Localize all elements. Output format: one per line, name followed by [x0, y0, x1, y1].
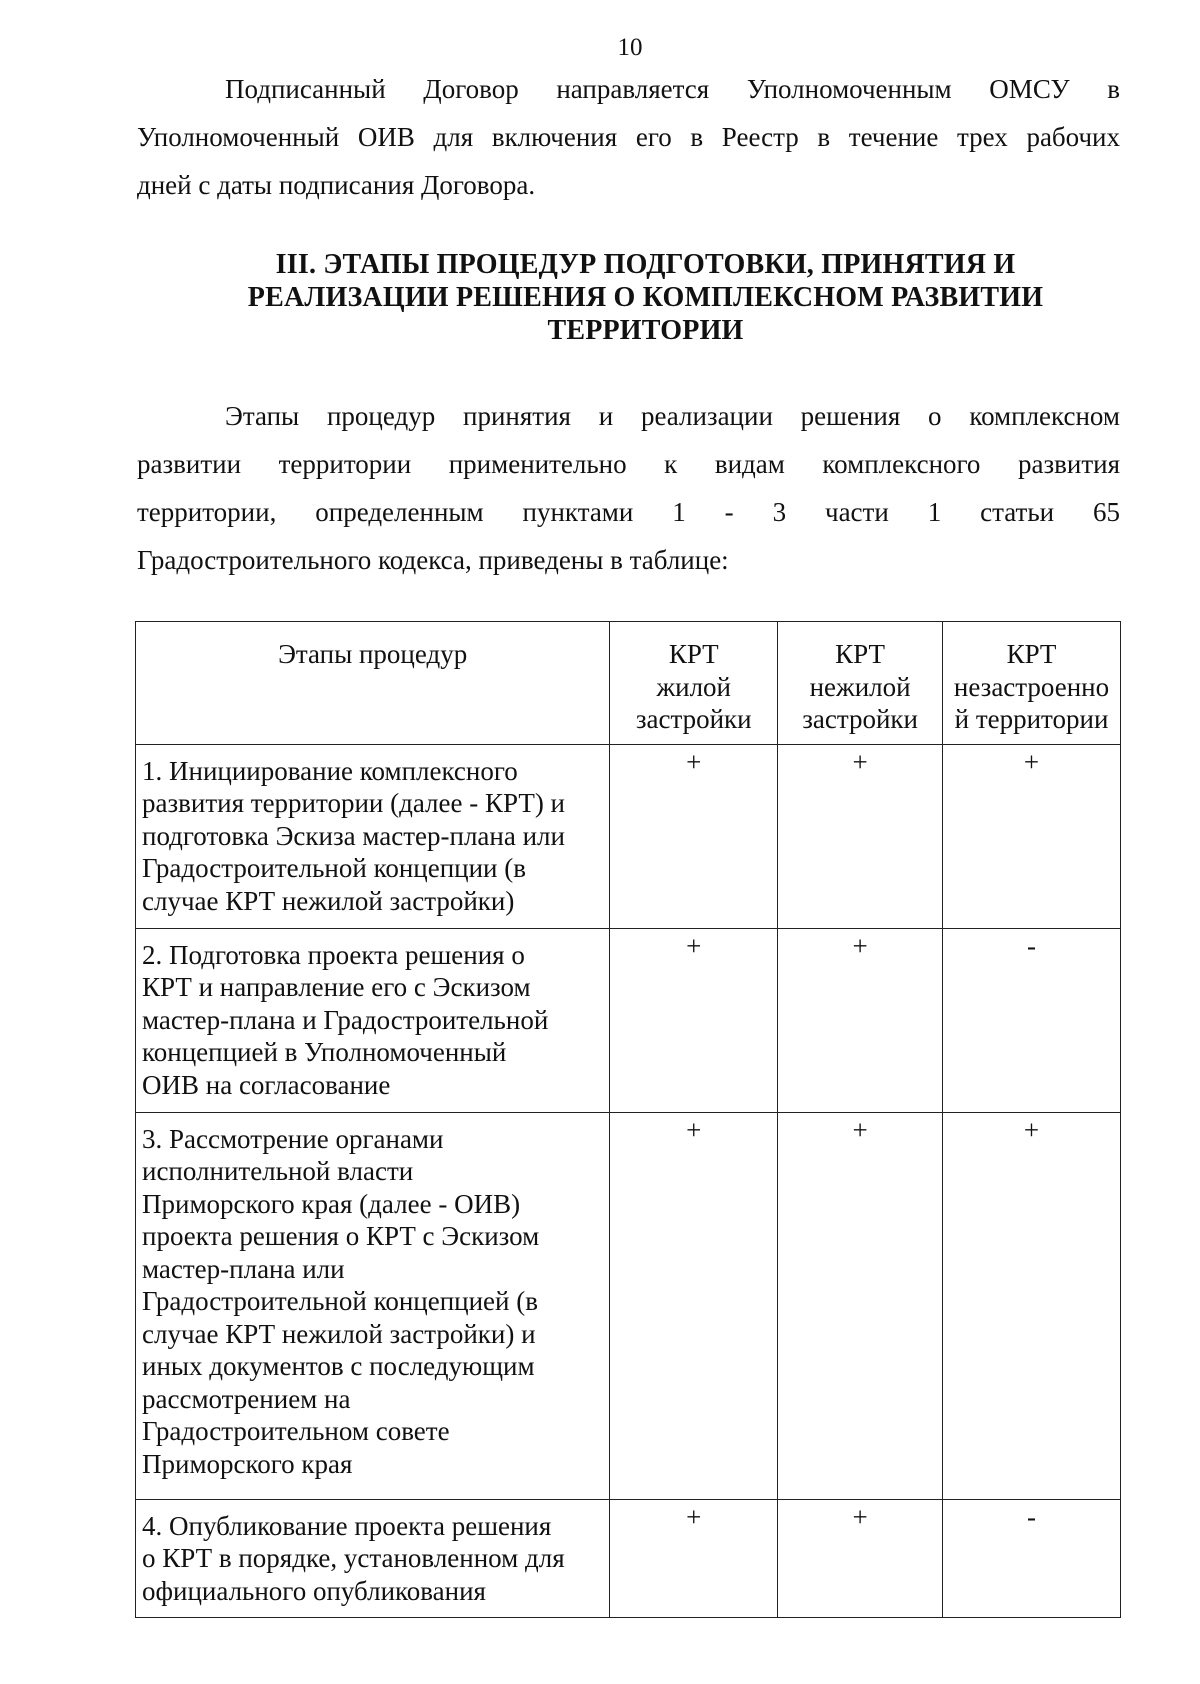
stage-line: мастер-плана или — [142, 1253, 345, 1284]
table-row — [136, 1112, 1121, 1499]
stage-line: случае КРТ нежилой застройки) и — [142, 1318, 536, 1349]
stage-line: официального опубликования — [142, 1575, 486, 1606]
stage-cell — [136, 928, 610, 1112]
header-residential — [610, 622, 778, 745]
section-heading — [137, 248, 1120, 347]
mark-nonresidential: + — [778, 1112, 943, 1499]
heading-line: РЕАЛИЗАЦИИ РЕШЕНИЯ О КОМПЛЕКСНОМ РАЗВИТИИ — [247, 282, 1044, 313]
paragraph-stages-intro — [137, 392, 1120, 584]
table-header-row — [136, 622, 1121, 745]
stage-cell — [136, 1112, 610, 1499]
stage-line: случае КРТ нежилой застройки) — [142, 885, 515, 916]
header-line: нежилой — [809, 671, 911, 702]
header-line: жилой — [656, 671, 731, 702]
stage-cell — [136, 744, 610, 928]
stage-line: Приморского края (далее - ОИВ) — [142, 1188, 521, 1219]
paragraph-contract-signed — [137, 65, 1120, 209]
mark-residential: + — [610, 1112, 778, 1499]
stage-line: 2. Подготовка проекта решения о — [142, 939, 525, 970]
page-number: 10 — [617, 34, 643, 61]
header-line: КРТ — [1006, 639, 1057, 669]
table-row — [136, 744, 1121, 928]
stage-line: исполнительной власти — [142, 1156, 414, 1186]
mark-undeveloped: + — [943, 744, 1121, 928]
mark-undeveloped: + — [943, 1112, 1121, 1499]
stage-line: мастер-плана и Градостроительной — [142, 1004, 549, 1035]
header-nonresidential — [778, 622, 943, 745]
mark-undeveloped: - — [943, 928, 1121, 1112]
mark-nonresidential: + — [778, 928, 943, 1112]
table-row — [136, 928, 1121, 1112]
stage-line: концепцией в Уполномоченный — [142, 1037, 507, 1067]
stage-line: иных документов с последующим — [142, 1351, 535, 1381]
header-line: КРТ — [668, 639, 719, 669]
header-line: застройки — [635, 704, 752, 734]
stage-line: 1. Инициирование комплексного — [142, 755, 518, 786]
stage-line: Приморского края — [142, 1448, 353, 1479]
paragraph-line: Градостроительного кодекса, приведены в таблице: — [137, 545, 729, 575]
stage-line: подготовка Эскиза мастер-плана или — [142, 820, 565, 851]
stage-line: Градостроительном совете — [142, 1416, 450, 1446]
mark-nonresidential: + — [778, 744, 943, 928]
paragraph-line: дней с даты подписания Договора. — [137, 170, 536, 200]
stage-line: 4. Опубликование проекта решения — [142, 1510, 552, 1541]
paragraph-line: Этапы процедур принятия и реализации решения о комплексном — [225, 401, 1120, 431]
stage-line: Градостроительной концепцией (в — [142, 1286, 538, 1316]
mark-nonresidential: + — [778, 1499, 943, 1618]
header-line: КРТ — [835, 639, 886, 669]
mark-residential: + — [610, 744, 778, 928]
paragraph-line: территории, определенным пунктами 1 - 3 части 1 статьи 65 — [137, 497, 1120, 527]
header-line: незастроенно — [953, 671, 1110, 702]
stage-cell — [136, 1499, 610, 1618]
paragraph-line: Подписанный Договор направляется Уполномоченным ОМСУ в — [225, 74, 1120, 104]
table-row — [136, 1499, 1121, 1618]
paragraph-line: развитии территории применительно к видам комплексного развития — [137, 449, 1120, 479]
stage-line: рассмотрением на — [142, 1383, 351, 1414]
stage-line: развития территории (далее - КРТ) и — [142, 788, 566, 818]
stage-line: Градостроительной концепции (в — [142, 853, 526, 883]
stage-line: проекта решения о КРТ с Эскизом — [142, 1221, 540, 1251]
heading-line: III. ЭТАПЫ ПРОЦЕДУР ПОДГОТОВКИ, ПРИНЯТИЯ И — [275, 249, 1016, 280]
stage-line: КРТ и направление его с Эскизом — [142, 972, 531, 1002]
header-line: й территории — [954, 704, 1109, 734]
header-undeveloped — [943, 622, 1121, 745]
stage-line: о КРТ в порядке, установленном для — [142, 1543, 565, 1573]
mark-residential: + — [610, 1499, 778, 1618]
paragraph-line: Уполномоченный ОИВ для включения его в Реестр в течение трех рабочих — [137, 122, 1120, 152]
stage-line: ОИВ на согласование — [142, 1069, 391, 1100]
header-line: застройки — [802, 704, 918, 734]
stage-line: 3. Рассмотрение органами — [142, 1123, 444, 1154]
mark-residential: + — [610, 928, 778, 1112]
heading-line: ТЕРРИТОРИИ — [547, 315, 744, 346]
mark-undeveloped: - — [943, 1499, 1121, 1618]
header-stage: Этапы процедур — [136, 622, 610, 745]
stages-table — [135, 621, 1121, 1618]
